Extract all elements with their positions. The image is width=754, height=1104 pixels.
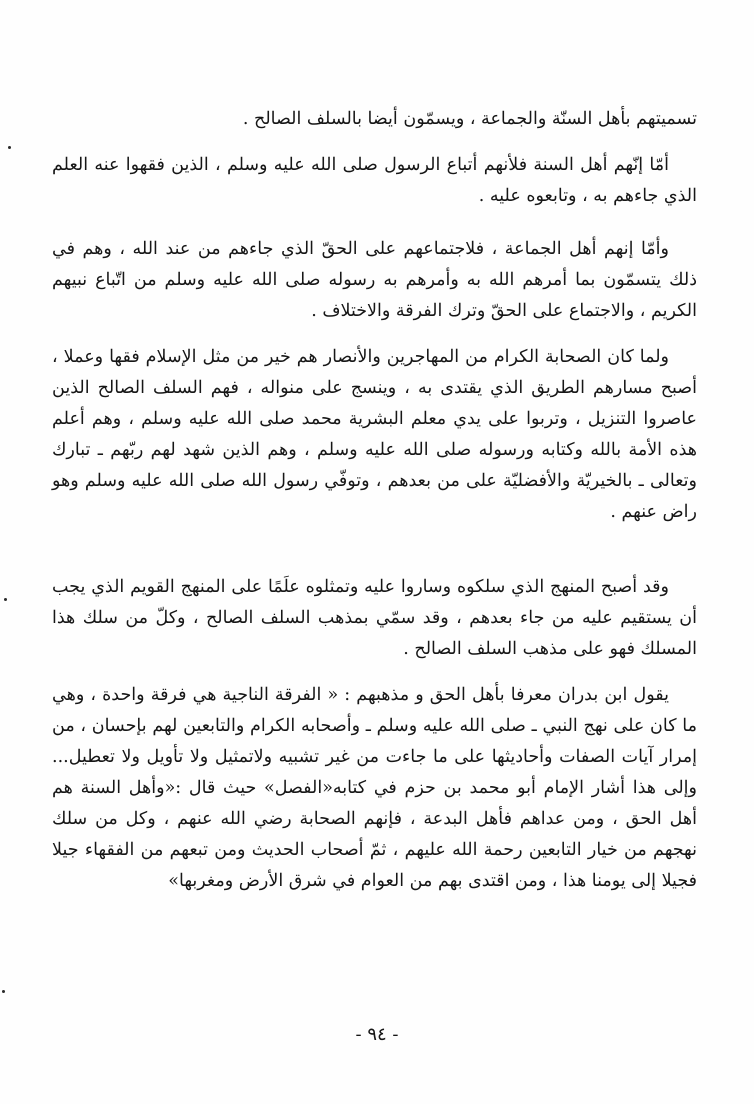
paragraph-salaf-methodology: وقد أصبح المنهج الذي سلكوه وساروا عليه وتمثلوه علَمًا على المنهج القويم الذي يجب أن يستقيم عليه من جاء بعدهم ، وقد سمّي بمذهب السلف الصالح ، وكلّ من سلك هذا المسلك فهو على مذهب السلف الصالح . [52, 577, 697, 659]
paragraph-ibn-badran-quote: يقول ابن بدران معرفا بأهل الحق و مذهبهم : « الفرقة الناجية هي فرقة واحدة ، وهي ما كان على نهج النبي ـ صلى الله عليه وسلم ـ وأصحابه الكرام والتابعين لهم بإحسان ، من إمرار آيات الصفات وأحاديثها على ما جاءت من غير تشبيه ولاتمثيل ولا تأويل ولا تعطيل... وإلى هذا أشار الإمام أبو محمد بن حزم في كتابه«الفصل» حيث قال :«وأهل السنة هم أهل الحق ، ومن عداهم فأهل البدعة ، فإنهم الصحابة رضي الله عنهم ، وكل من سلك نهجهم من خيار التابعين رحمة الله عليهم ، ثمّ أصحاب الحديث ومن تبعهم من الفقهاء جيلا فجيلا إلى يومنا هذا ، ومن اقتدى بهم من العوام في شرق الأرض ومغربها» [52, 685, 697, 891]
paragraph-ahl-al-sunnah: أمّا إنّهم أهل السنة فلأنهم أتباع الرسول صلى الله عليه وسلم ، الذين فقهوا عنه العلم الذي جاءهم به ، وتابعوه عليه . [52, 155, 697, 206]
paragraph-continuation: تسميتهم بأهل السنّة والجماعة ، ويسمّون أيضا بالسلف الصالح . [242, 109, 697, 129]
scan-speck [2, 990, 5, 993]
scan-speck [8, 146, 11, 149]
scan-speck [4, 598, 7, 601]
paragraph-companions: ولما كان الصحابة الكرام من المهاجرين والأنصار هم خير من مثل الإسلام فقها وعملا ، أصبح مسارهم الطريق الذي يقتدى به ، وينسج على منواله ، فهم السلف الصالح الذين عاصروا التنزيل ، وتربوا على يدي معلم البشرية محمد صلى الله عليه وسلم ، وهم أعلم هذه الأمة بالله وكتابه ورسوله صلى الله عليه وسلم ، وهم الذين شهد لهم ربّهم ـ تبارك وتعالى ـ بالخيريّة والأفضليّة على من بعدهم ، وتوفّي رسول الله صلى الله عليه وسلم وهو راض عنهم . [52, 347, 697, 522]
paragraph-ahl-al-jamaah: وأمّا إنهم أهل الجماعة ، فلاجتماعهم على الحقّ الذي جاءهم من عند الله ، وهم في ذلك يتسمّون بما أمرهم الله به وأمرهم به رسوله صلى الله عليه وسلم من اتّباع نبيهم الكريم ، والاجتماع على الحقّ وترك الفرقة والاختلاف . [52, 239, 697, 321]
page-number: - ٩٤ - [355, 1024, 399, 1045]
